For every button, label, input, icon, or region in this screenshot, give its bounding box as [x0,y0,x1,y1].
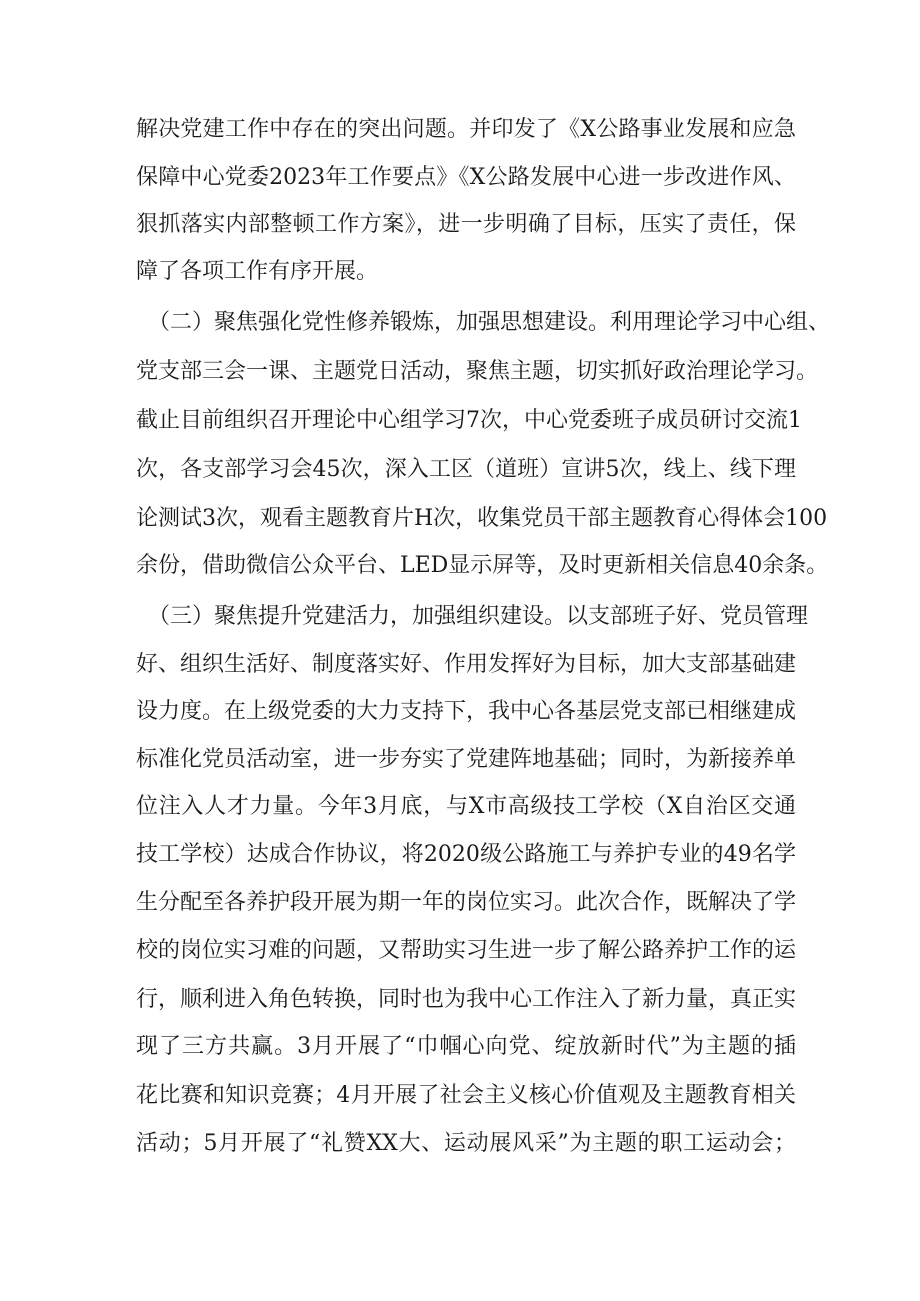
text-line: 截止目前组织召开理论中心组学习7次，中心党委班子成员研讨交流1 [136,408,802,433]
text-line: 现了三方共赢。3月开展了“巾帼心向党、绽放新时代”为主题的插 [136,1034,796,1059]
section-heading-line: （二）聚焦强化党性修养锻炼，加强思想建设。利用理论学习中心组、 [148,310,831,335]
text-line: 保障中心党委2023年工作要点》《X公路发展中心进一步改进作风、 [136,165,796,190]
text-line: 障了各项工作有序开展。 [136,259,379,284]
text-line: 次，各支部学习会45次，深入工区（道班）宣讲5次，线上、线下理 [136,457,796,482]
section-heading-line: （三）聚焦提升党建活力，加强组织建设。以支部班子好、党员管理 [148,604,809,629]
text-line: 余份，借助微信公众平台、LED显示屏等，及时更新相关信息40余条。 [136,553,829,578]
text-line: 标准化党员活动室，进一步夯实了党建阵地基础；同时，为新接养单 [136,747,797,772]
text-line: 活动；5月开展了“礼赞XX大、运动展风采”为主题的职工运动会； [136,1131,796,1156]
text-line: 好、组织生活好、制度落实好、作用发挥好为目标，加大支部基础建 [136,652,797,677]
text-line: 狠抓落实内部整顿工作方案》，进一步明确了目标，压实了责任，保 [136,212,796,237]
text-line: 行，顺利进入角色转换，同时也为我中心工作注入了新力量，真正实 [136,987,797,1012]
text-line: 设力度。在上级党委的大力支持下，我中心各基层党支部已相继建成 [136,699,797,724]
text-line: 党支部三会一课、主题党日活动，聚焦主题，切实抓好政治理论学习。 [136,359,819,384]
text-line: 花比赛和知识竞赛；4月开展了社会主义核心价值观及主题教育相关 [136,1083,796,1108]
text-line: 论测试3次，观看主题教育片H次，收集党员干部主题教育心得体会100 [136,506,828,531]
text-line: 解决党建工作中存在的突出问题。并印发了《X公路事业发展和应急 [136,117,796,142]
text-line: 位注入人才力量。今年3月底，与X市高级技工学校（X自治区交通 [136,794,796,819]
text-line: 技工学校）达成合作协议，将2020级公路施工与养护专业的49名学 [136,842,797,867]
text-line: 生分配至各养护段开展为期一年的岗位实习。此次合作，既解决了学 [136,890,797,915]
text-line: 校的岗位实习难的问题，又帮助实习生进一步了解公路养护工作的运 [136,938,797,963]
